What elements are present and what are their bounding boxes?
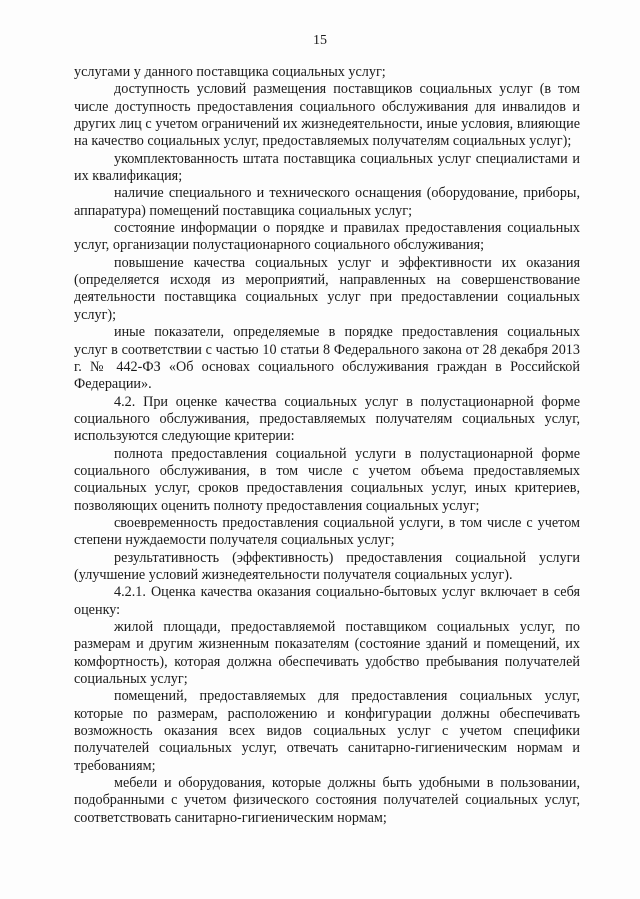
paragraph: своевременность предоставления социальной услуги, в том числе с учетом степени нуждаемости получателя социальных услуг; bbox=[74, 514, 580, 549]
paragraph: наличие специального и технического оснащения (оборудование, приборы, аппаратура) помещений поставщика социальных услуг; bbox=[74, 185, 580, 219]
paragraph: повышение качества социальных услуг и эффективности их оказания (определяется исходя из мероприятий, направленных на совершенствование деятельности поставщика социальных услуг при предоставлении социальных услуг); bbox=[74, 254, 580, 323]
paragraph: услугами у данного поставщика социальных услуг; bbox=[74, 64, 386, 80]
paragraph: помещений, предоставляемых для предоставления социальных услуг, которые по размерам, расположению и конфигурации должны обеспечивать возможность оказания всех видов социальных услуг с учетом специфики получателей социальных услуг, отвечать санитарно-гигиеническим нормам и требованиям; bbox=[74, 688, 580, 774]
paragraph: доступность условий размещения поставщиков социальных услуг (в том числе доступность предоставления социального обслуживания для инвалидов и других лиц с учетом ограничений их жизнедеятельности, иные условия, влияющие на качество социальных услуг, предоставляемых получателям социальных услуг); bbox=[74, 81, 580, 150]
paragraph: укомплектованность штата поставщика социальных услуг специалистами и их квалификация; bbox=[74, 150, 580, 185]
paragraph: результативность (эффективность) предоставления социальной услуги (улучшение условий жизнедеятельности получателя социальных услуг). bbox=[74, 549, 580, 583]
paragraph: 4.2. При оценке качества социальных услуг в полустационарной форме социального обслуживания, предоставляемых получателям социальных услуг, используются следующие критерии: bbox=[74, 393, 580, 445]
paragraph: иные показатели, определяемые в порядке предоставления социальных услуг в соответствии с частью 10 статьи 8 Федерального закона от 28 декабря 2013 г. № 442-ФЗ «Об основах социального обслуживания граждан в Российской Федерации». bbox=[74, 324, 580, 393]
paragraph: состояние информации о порядке и правилах предоставления социальных услуг, организации полустационарного социального обслуживания; bbox=[74, 220, 580, 254]
page-number: 15 bbox=[313, 33, 327, 48]
paragraph: 4.2.1. Оценка качества оказания социально-бытовых услуг включает в себя оценку: bbox=[74, 584, 580, 618]
paragraph: полнота предоставления социальной услуги в полустационарной форме социального обслуживания, в том числе с учетом объема предоставляемых социальных услуг, сроков предоставления социальных услуг, иных критериев, позволяющих оценить полноту предоставления социальных услуг; bbox=[74, 445, 580, 514]
paragraph: жилой площади, предоставляемой поставщиком социальных услуг, по размерам и другим жизненным показателям (состояние зданий и помещений, их комфортность), которая должна обеспечивать удобство пребывания получателей социальных услуг; bbox=[74, 619, 580, 688]
paragraph: мебели и оборудования, которые должны быть удобными в пользовании, подобранными с учетом физического состояния получателей социальных услуг, соответствовать санитарно-гигиеническим нормам; bbox=[74, 775, 580, 826]
document-body bbox=[74, 64, 580, 827]
